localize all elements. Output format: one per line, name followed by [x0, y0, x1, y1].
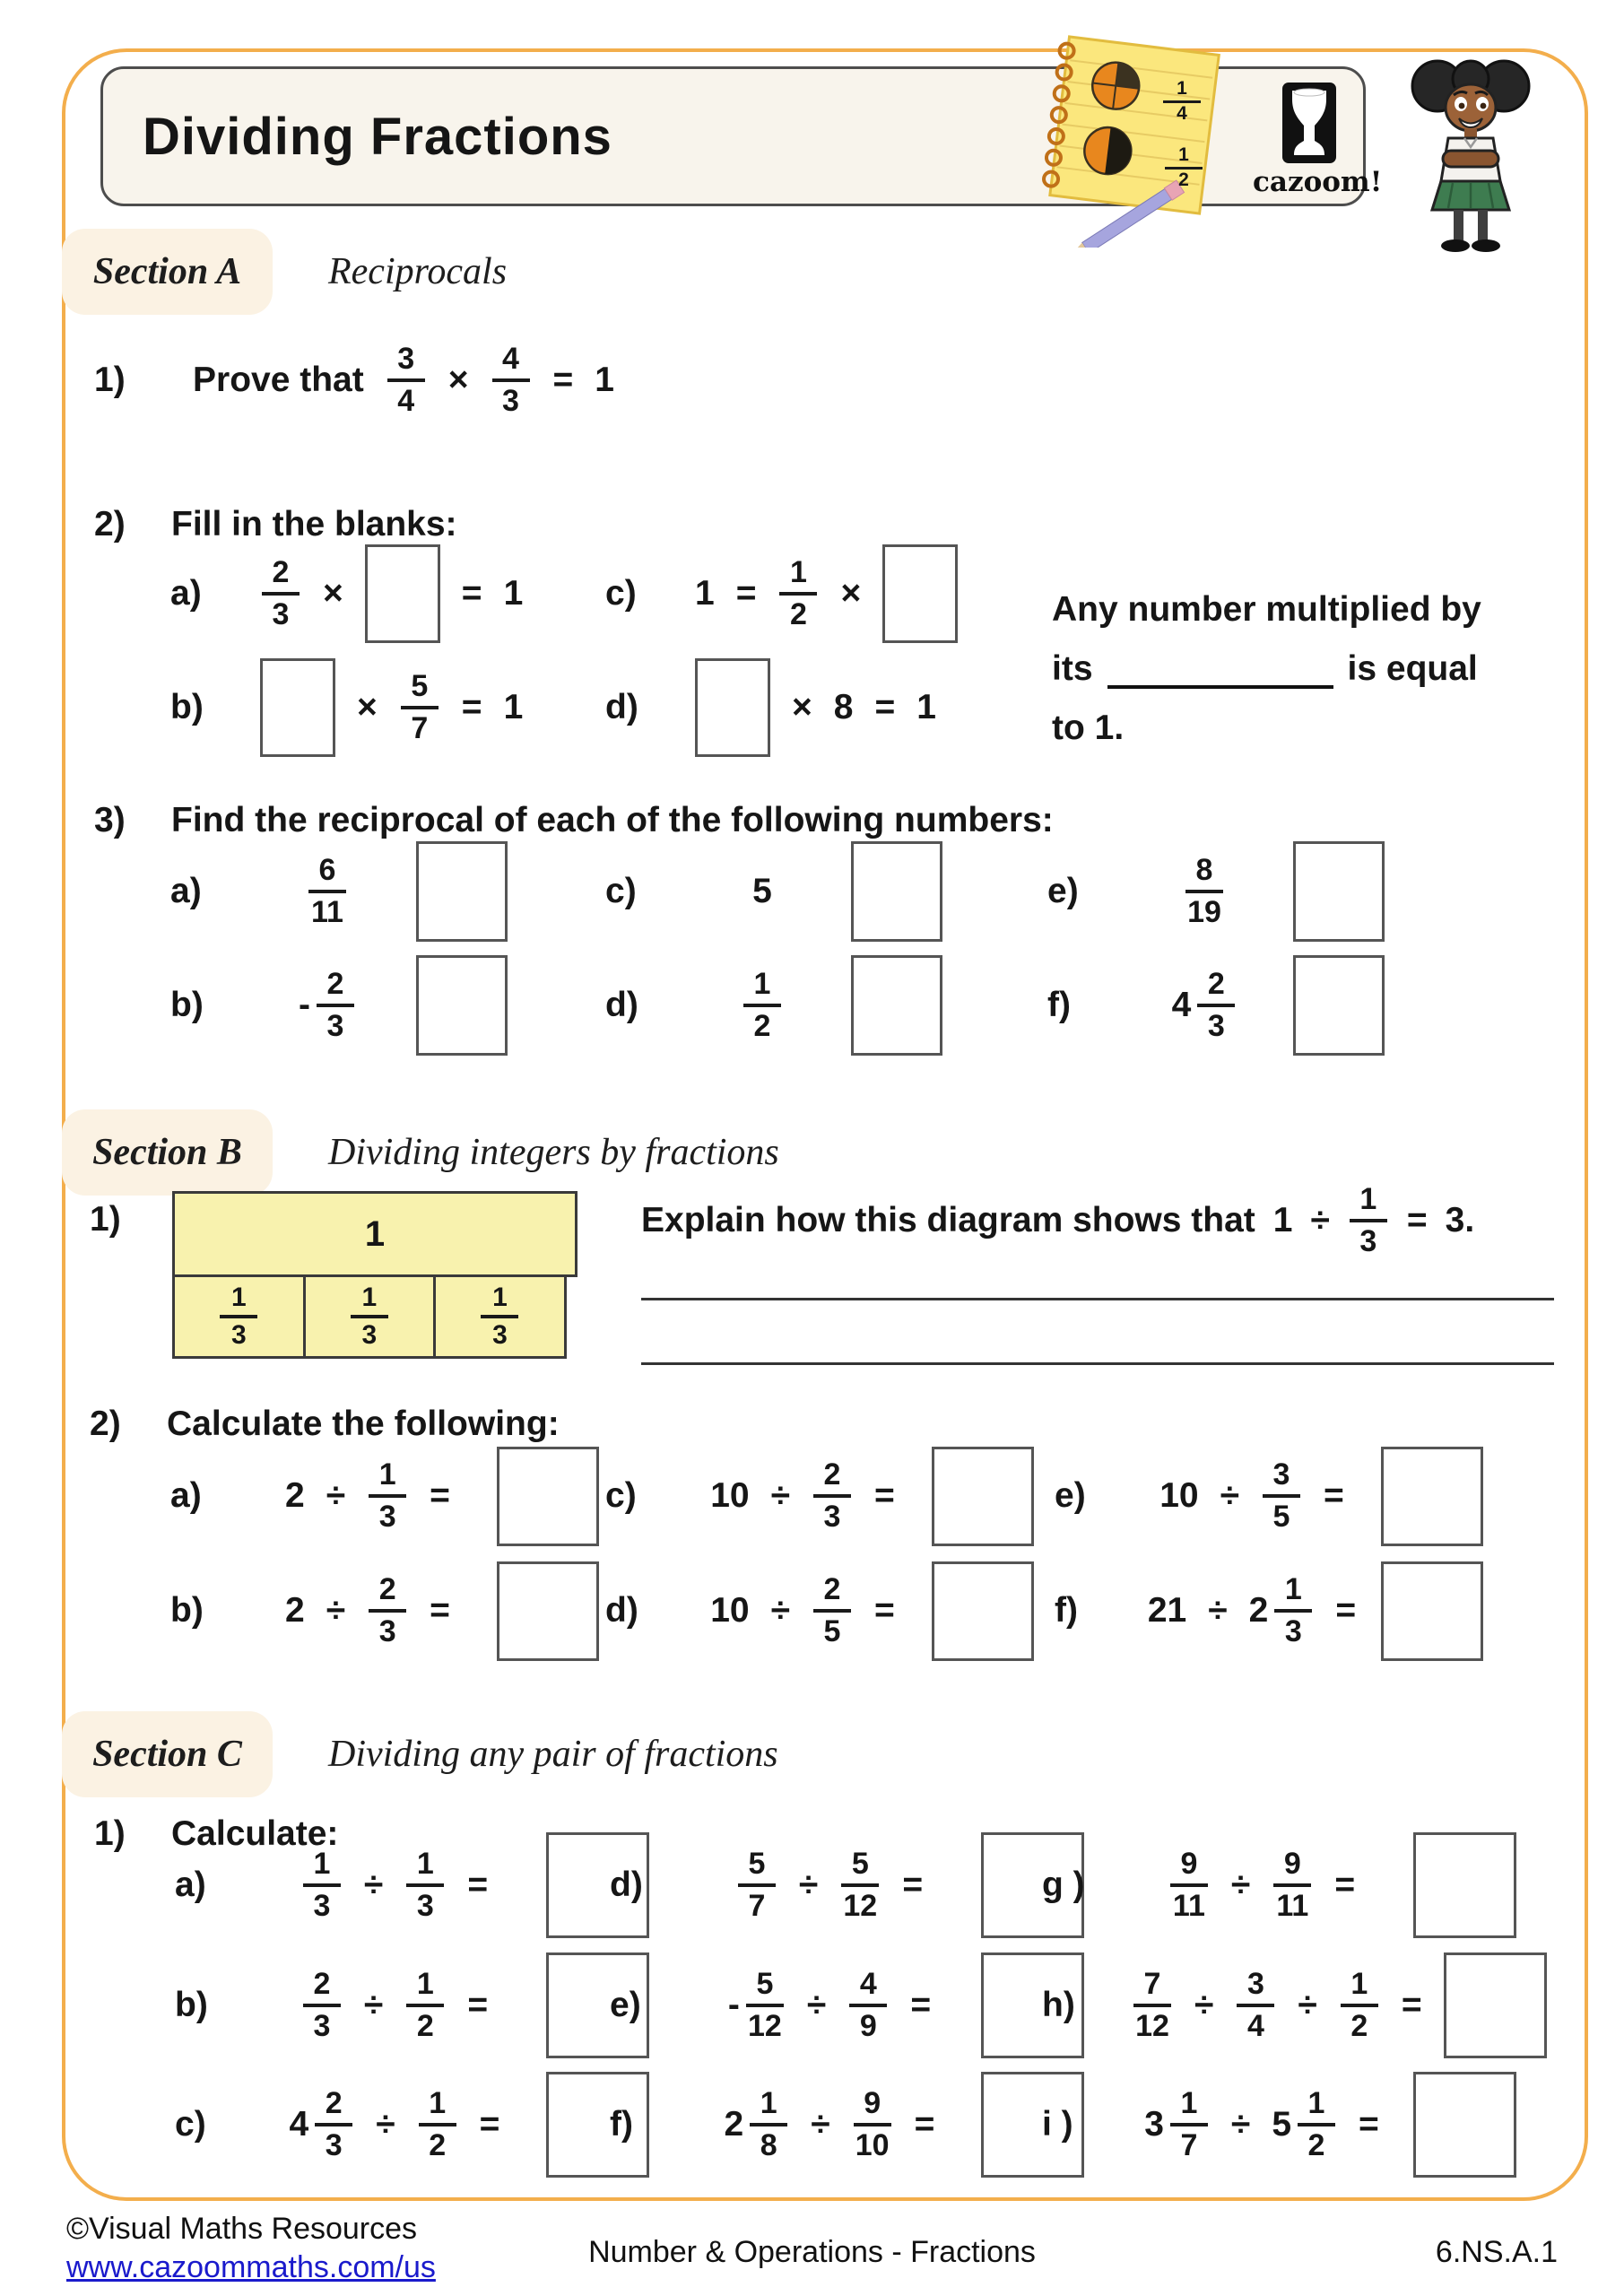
- problem-label: e): [1047, 872, 1079, 910]
- expression: [699, 2087, 960, 2161]
- fraction: $\frac{3}{5}$: [1261, 1458, 1302, 1533]
- problem-a3a: [170, 841, 508, 942]
- diagram-third-cells: [172, 1277, 578, 1359]
- question-a3-heading: [94, 798, 1054, 843]
- text: 2: [285, 1476, 305, 1515]
- fraction: $\frac{5}{7}$: [399, 670, 440, 744]
- answer-box[interactable]: [1381, 1447, 1483, 1546]
- operator: =: [1406, 1201, 1428, 1239]
- answer-box[interactable]: [695, 658, 770, 757]
- problem-c1e: [610, 1952, 1084, 2059]
- diagram-whole-cell: 1: [172, 1191, 578, 1277]
- fraction: $\frac{5}{12}$: [839, 1848, 881, 1922]
- operator: =: [430, 1476, 450, 1515]
- operator: =: [1401, 1986, 1422, 2024]
- expression: [260, 1573, 475, 1648]
- text: its: [1052, 649, 1093, 688]
- diagram-cell: [306, 1277, 437, 1359]
- fraction: $\frac{9}{11}$: [1272, 1848, 1313, 1922]
- problem-b2e: [1055, 1446, 1483, 1546]
- expression: [260, 854, 395, 928]
- section-a-header: [62, 229, 507, 315]
- problem-label: a): [170, 1476, 202, 1515]
- operator: ×: [323, 574, 343, 613]
- reciprocal-note: [1052, 570, 1554, 748]
- operator: ÷: [1298, 1986, 1317, 2024]
- question-number: 1): [90, 1200, 121, 1239]
- problem-a1: [94, 330, 614, 430]
- answer-box[interactable]: [882, 544, 958, 643]
- problem-label: d): [605, 688, 638, 726]
- fraction: 4 $\frac{2}{3}$: [290, 2087, 355, 2161]
- text: to 1.: [1052, 709, 1125, 747]
- expression: [260, 968, 395, 1042]
- answer-box[interactable]: [1444, 1952, 1547, 2058]
- operator: ×: [447, 361, 469, 399]
- answer-box[interactable]: [851, 841, 942, 942]
- fraction: $\frac{2}{3}$: [812, 1458, 853, 1533]
- expression: [1132, 1848, 1392, 1922]
- section-c-subtitle: Dividing any pair of fractions: [328, 1734, 778, 1775]
- operator: =: [552, 361, 574, 399]
- answer-box[interactable]: [1381, 1561, 1483, 1661]
- problem-label: e): [1055, 1476, 1086, 1515]
- text: 21: [1147, 1591, 1187, 1630]
- fraction: $\frac{1}{3}$: [349, 1283, 390, 1351]
- answer-box[interactable]: [932, 1447, 1034, 1546]
- fraction: $\frac{1}{3}$: [1348, 1183, 1389, 1257]
- answer-box[interactable]: [851, 955, 942, 1056]
- fraction: $\frac{1}{3}$: [404, 1848, 446, 1922]
- operator: =: [479, 2105, 500, 2144]
- operator: =: [467, 1986, 489, 2024]
- problem-label: a): [170, 574, 202, 613]
- problem-label: f): [610, 2105, 633, 2144]
- text: 5: [752, 872, 772, 910]
- operator: =: [467, 1866, 489, 1904]
- problem-a2c: [605, 544, 958, 644]
- question-b2-heading: [90, 1402, 560, 1447]
- answer-box[interactable]: [932, 1561, 1034, 1661]
- problem-b2c: [605, 1446, 1034, 1546]
- problem-a2d: [605, 657, 936, 758]
- problem-a2b: [170, 657, 523, 758]
- section-a-badge: Section A: [62, 229, 273, 315]
- answer-box[interactable]: [260, 658, 335, 757]
- problem-label: g ): [1042, 1866, 1085, 1904]
- expression: [699, 1968, 960, 2042]
- expression: [699, 1848, 960, 1922]
- question-title: Calculate the following:: [167, 1405, 560, 1443]
- fraction-bar-diagram: [172, 1191, 578, 1359]
- answer-box[interactable]: [1293, 841, 1385, 942]
- fraction: $\frac{2}{3}$: [367, 1573, 408, 1648]
- fraction: $\frac{1}{4}$: [1161, 79, 1203, 124]
- fraction: $\frac{1}{3}$: [367, 1458, 408, 1533]
- problem-label: h): [1042, 1986, 1075, 2024]
- operator: ÷: [326, 1476, 346, 1515]
- operator: ×: [792, 688, 812, 726]
- footer-topic: Number & Operations - Fractions: [588, 2235, 1036, 2269]
- problem-a3c: [605, 841, 942, 942]
- expression: [695, 1458, 910, 1533]
- operator: ÷: [770, 1591, 790, 1630]
- notebook-fraction-half: [1163, 145, 1204, 190]
- problem-c1f: [610, 2071, 1084, 2179]
- text: 1: [916, 688, 936, 726]
- fraction: $\frac{7}{12}$: [1132, 1968, 1173, 2042]
- fraction: $\frac{1}{3}$: [479, 1283, 520, 1351]
- operator: ÷: [798, 1866, 819, 1904]
- problem-label: b): [170, 688, 204, 726]
- fraction: $\frac{2}{5}$: [812, 1573, 853, 1648]
- fraction: $\frac{3}{4}$: [1235, 1968, 1276, 2042]
- text: 10: [710, 1591, 750, 1630]
- operator: ×: [840, 574, 862, 613]
- fraction: 3 $\frac{1}{7}$: [1144, 2087, 1210, 2161]
- operator: ÷: [1230, 1866, 1251, 1904]
- question-number: 2): [90, 1405, 121, 1443]
- problem-b2d: [605, 1561, 1034, 1661]
- copyright-text: ©Visual Maths Resources: [66, 2212, 418, 2246]
- operator: ÷: [811, 2105, 830, 2144]
- drum-icon: [1281, 82, 1337, 164]
- fraction: $\frac{2}{3}$: [260, 556, 301, 631]
- notebook-fraction-quarter: [1161, 79, 1203, 124]
- fill-blank[interactable]: [1107, 658, 1333, 689]
- problem-b2b: [170, 1561, 599, 1661]
- fraction: $\frac{4}{3}$: [491, 343, 532, 417]
- operator: =: [461, 574, 482, 613]
- problem-b2a: [170, 1446, 599, 1546]
- operator: =: [902, 1866, 924, 1904]
- brand-name: cazoom!: [1253, 166, 1383, 198]
- problem-label: c): [175, 2105, 206, 2144]
- girl-icon: [1403, 56, 1538, 255]
- problem-a3d: [605, 955, 942, 1056]
- problem-label: d): [605, 986, 638, 1024]
- answer-line[interactable]: [641, 1362, 1554, 1365]
- fraction: $\frac{8}{19}$: [1184, 854, 1225, 928]
- problem-a2a: [170, 544, 523, 644]
- question-number: 2): [94, 505, 126, 544]
- question-b1-heading: [90, 1197, 167, 1242]
- operator: ÷: [326, 1591, 346, 1630]
- expression: [1144, 1573, 1359, 1648]
- explain-prompt: [641, 1171, 1474, 1270]
- expression: [695, 872, 829, 911]
- expression: [1137, 968, 1272, 1042]
- problem-label: d): [605, 1591, 638, 1630]
- problem-label: c): [605, 1476, 637, 1515]
- question-title: Fill in the blanks:: [171, 505, 457, 544]
- text: 1: [1272, 1201, 1293, 1239]
- problem-label: a): [175, 1866, 206, 1904]
- operator: =: [1359, 2105, 1379, 2144]
- fraction: $\frac{5}{7}$: [736, 1848, 777, 1922]
- operator: ÷: [1230, 2105, 1251, 2144]
- operator: =: [874, 688, 896, 726]
- answer-line[interactable]: [641, 1298, 1554, 1300]
- question-title: Find the reciprocal of each of the following numbers:: [171, 801, 1054, 839]
- fraction: $\frac{1}{3}$: [301, 1848, 343, 1922]
- notebook-illustration: [1027, 32, 1233, 248]
- question-number: 1): [94, 1814, 126, 1853]
- operator: ÷: [363, 1986, 384, 2024]
- operator: =: [874, 1591, 895, 1630]
- question-a2-heading: [94, 502, 457, 547]
- problem-label: a): [170, 872, 202, 910]
- problem-c1d: [610, 1831, 1084, 1939]
- expression: [1137, 854, 1272, 928]
- answer-box[interactable]: [497, 1447, 599, 1546]
- text: 2: [285, 1591, 305, 1630]
- problem-label: f): [1055, 1591, 1078, 1630]
- student-character-illustration: [1403, 56, 1538, 255]
- expression: [260, 1458, 475, 1533]
- note-line-3: [1052, 689, 1554, 748]
- text: 1: [503, 688, 524, 726]
- problem-c1b: [175, 1952, 649, 2059]
- fraction: $\frac{2}{3}$: [301, 1968, 343, 2042]
- fraction: 4 $\frac{2}{3}$: [1172, 968, 1238, 1042]
- cazoom-link[interactable]: www.cazoommaths.com/us: [66, 2249, 436, 2284]
- problem-c1a: [175, 1831, 649, 1939]
- problem-a3f: [1047, 955, 1385, 1056]
- operator: =: [874, 1476, 895, 1515]
- answer-box[interactable]: [416, 955, 508, 1056]
- operator: ÷: [770, 1476, 790, 1515]
- fraction: 5 $\frac{1}{2}$: [1272, 2087, 1337, 2161]
- fraction: - $\frac{5}{12}$: [728, 1968, 786, 2042]
- fraction: $\frac{1}{2}$: [417, 2087, 458, 2161]
- answer-box[interactable]: [1413, 1832, 1516, 1938]
- notebook-icon: [1027, 32, 1233, 248]
- problem-label: c): [605, 574, 637, 613]
- diagram-cell: [436, 1277, 567, 1359]
- expression: [1132, 1968, 1422, 2042]
- section-c-badge: Section C: [62, 1711, 273, 1797]
- problem-label: f): [1047, 986, 1071, 1024]
- fraction: 2 $\frac{1}{3}$: [1249, 1573, 1315, 1648]
- problem-label: e): [610, 1986, 641, 2024]
- answer-box[interactable]: [497, 1561, 599, 1661]
- expression: [695, 968, 829, 1042]
- cazoom-logo: [1253, 82, 1383, 198]
- fraction: $\frac{3}{4}$: [386, 343, 427, 417]
- expression: [1132, 2087, 1392, 2161]
- answer-box[interactable]: [416, 841, 508, 942]
- operator: ×: [357, 688, 378, 726]
- fraction: $\frac{4}{9}$: [847, 1968, 889, 2042]
- operator: ÷: [1220, 1476, 1239, 1515]
- text: 10: [710, 1476, 750, 1515]
- problem-c1c: [175, 2071, 649, 2179]
- operator: ÷: [363, 1866, 384, 1904]
- text: 1: [503, 574, 524, 613]
- operator: =: [910, 1986, 932, 2024]
- problem-label: b): [175, 1986, 208, 2024]
- fraction: - $\frac{2}{3}$: [299, 968, 356, 1042]
- question-number: 3): [94, 801, 126, 839]
- text: Any number multiplied by: [1052, 590, 1481, 629]
- text: is equal: [1347, 649, 1478, 688]
- page-title: Dividing Fractions: [143, 107, 612, 166]
- fraction: $\frac{6}{11}$: [307, 854, 348, 928]
- problem-a3b: [170, 955, 508, 1056]
- fraction: $\frac{9}{11}$: [1168, 1848, 1210, 1922]
- expression: [193, 343, 614, 417]
- expression: [265, 1848, 525, 1922]
- operator: =: [735, 574, 757, 613]
- answer-box[interactable]: [365, 544, 440, 643]
- problem-label: b): [170, 986, 204, 1024]
- fraction: $\frac{1}{2}$: [1163, 145, 1204, 190]
- operator: =: [1334, 1866, 1356, 1904]
- operator: =: [1324, 1476, 1344, 1515]
- section-a-subtitle: Reciprocals: [328, 251, 508, 292]
- text: Prove that: [193, 361, 364, 399]
- problem-label: c): [605, 872, 637, 910]
- note-line-1: [1052, 570, 1554, 630]
- fraction: 2 $\frac{1}{8}$: [725, 2087, 790, 2161]
- problem-a3e: [1047, 841, 1385, 942]
- footer-standard-code: 6.NS.A.1: [1435, 2235, 1558, 2269]
- operator: =: [914, 2105, 935, 2144]
- problem-label: b): [170, 1591, 204, 1630]
- fraction: $\frac{1}{2}$: [1339, 1968, 1380, 2042]
- operator: ÷: [1208, 1591, 1228, 1630]
- text: 8: [833, 688, 854, 726]
- text: 1: [595, 361, 614, 399]
- problem-c1i: [1042, 2071, 1516, 2179]
- operator: ÷: [1310, 1201, 1330, 1239]
- text: 1: [695, 574, 715, 613]
- operator: =: [430, 1591, 450, 1630]
- problem-c1g: [1042, 1831, 1516, 1939]
- expression: [695, 1573, 910, 1648]
- expression: [265, 1968, 525, 2042]
- fraction: $\frac{1}{2}$: [777, 556, 819, 631]
- text: 3.: [1445, 1201, 1475, 1239]
- expression: [1144, 1458, 1359, 1533]
- operator: =: [1335, 1591, 1357, 1630]
- text: 10: [1159, 1476, 1199, 1515]
- question-number: 1): [94, 361, 126, 399]
- operator: ÷: [376, 2105, 395, 2144]
- question-title: Calculate:: [171, 1814, 339, 1853]
- fraction: $\frac{1}{3}$: [218, 1283, 259, 1351]
- operator: ÷: [1194, 1986, 1214, 2024]
- fraction: $\frac{9}{10}$: [852, 2087, 893, 2161]
- diagram-cell: [172, 1277, 306, 1359]
- operator: ÷: [806, 1986, 827, 2024]
- answer-box[interactable]: [1293, 955, 1385, 1056]
- fraction: $\frac{1}{2}$: [404, 1968, 446, 2042]
- text: Explain how this diagram shows that: [641, 1201, 1255, 1239]
- fraction: $\frac{1}{2}$: [742, 968, 783, 1042]
- section-b-subtitle: Dividing integers by fractions: [328, 1132, 779, 1173]
- problem-c1h: [1042, 1952, 1547, 2059]
- section-b-badge: Section B: [62, 1109, 273, 1196]
- answer-box[interactable]: [1413, 2072, 1516, 2178]
- expression: [265, 2087, 525, 2161]
- operator: =: [461, 688, 482, 726]
- note-line-2: [1052, 630, 1554, 689]
- section-c-header: [62, 1711, 778, 1797]
- problem-label: i ): [1042, 2105, 1073, 2144]
- problem-label: d): [610, 1866, 643, 1904]
- problem-b2f: [1055, 1561, 1483, 1661]
